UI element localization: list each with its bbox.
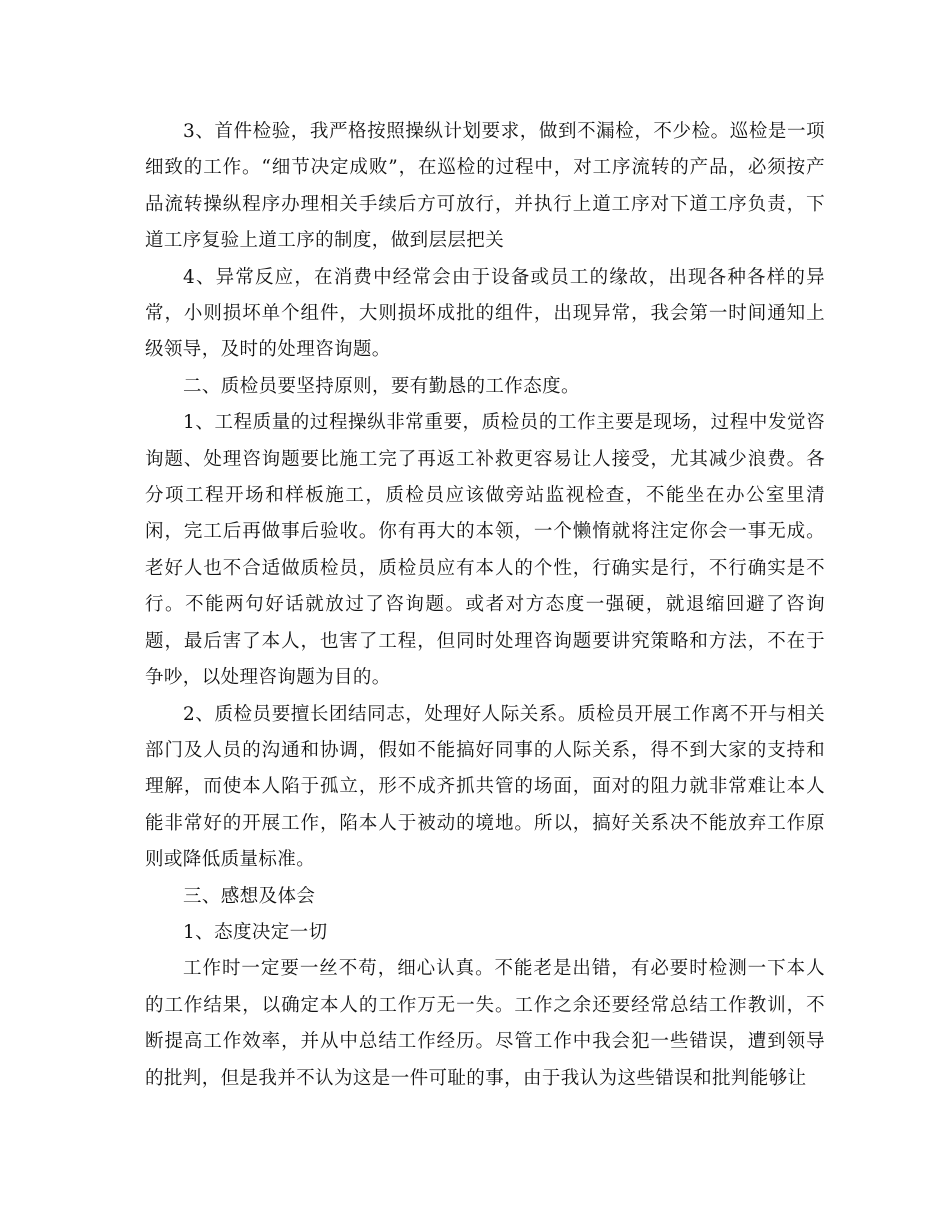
- paragraph-abnormal-reaction: 4、异常反应，在消费中经常会由于设备或员工的缘故，出现各种各样的异常，小则损坏单个组件，大则损坏成批的组件，出现异常，我会第一时间通知上级领导，及时的处理咨询题。: [145, 266, 825, 361]
- subheading-attitude: 1、态度决定一切: [183, 921, 328, 943]
- paragraph-first-article-inspection: 3、首件检验，我严格按照操纵计划要求，做到不漏检，不少检。巡检是一项细致的工作。“细节决定成败”，在巡检的过程中，对工序流转的产品，必须按产品流转操纵程序办理相关手续后方可放行，并执行上道工序对下道工序负责，下道工序复验上道工序的制度，做到层层把关: [145, 121, 825, 252]
- document-body: [145, 114, 825, 1097]
- paragraph-process-control: 1、工程质量的过程操纵非常重要，质检员的工作主要是现场，过程中发觉咨询题、处理咨询题要比施工完了再返工补救更容易让人接受，尤其减少浪费。各分项工程开场和样板施工，质检员应该做旁站监视检查，不能坐在办公室里清闲，完工后再做事后验收。你有再大的本领，一个懒惰就将注定你会一事无成。老好人也不合适做质检员，质检员应有本人的个性，行确实是行，不行确实是不行。不能两句好话就放过了咨询题。或者对方态度一强硬，就退缩回避了咨询题，最后害了本人，也害了工程，但同时处理咨询题要讲究策略和方法，不在于争吵，以处理咨询题为目的。: [145, 412, 825, 689]
- section-heading-principles: 二、质检员要坚持原则，要有勤恳的工作态度。: [183, 375, 580, 397]
- paragraph-work-carefully: 工作时一定要一丝不苟，细心认真。不能老是出错，有必要时检测一下本人的工作结果，以确定本人的工作万无一失。工作之余还要经常总结工作教训，不断提高工作效率，并从中总结工作经历。尽管工作中我会犯一些错误，遭到领导的批判，但是我并不认为这是一件可耻的事，由于我认为这些错误和批判能够让: [145, 958, 825, 1089]
- section-heading-reflections: 三、感想及体会: [183, 885, 316, 907]
- paragraph-interpersonal-relations: 2、质检员要擅长团结同志，处理好人际关系。质检员开展工作离不开与相关部门及人员的沟通和协调，假如不能搞好同事的人际关系，得不到大家的支持和理解，而使本人陷于孤立，形不成齐抓共管的场面，面对的阻力就非常难让本人能非常好的开展工作，陷本人于被动的境地。所以，搞好关系决不能放弃工作原则或降低质量标准。: [145, 703, 825, 871]
